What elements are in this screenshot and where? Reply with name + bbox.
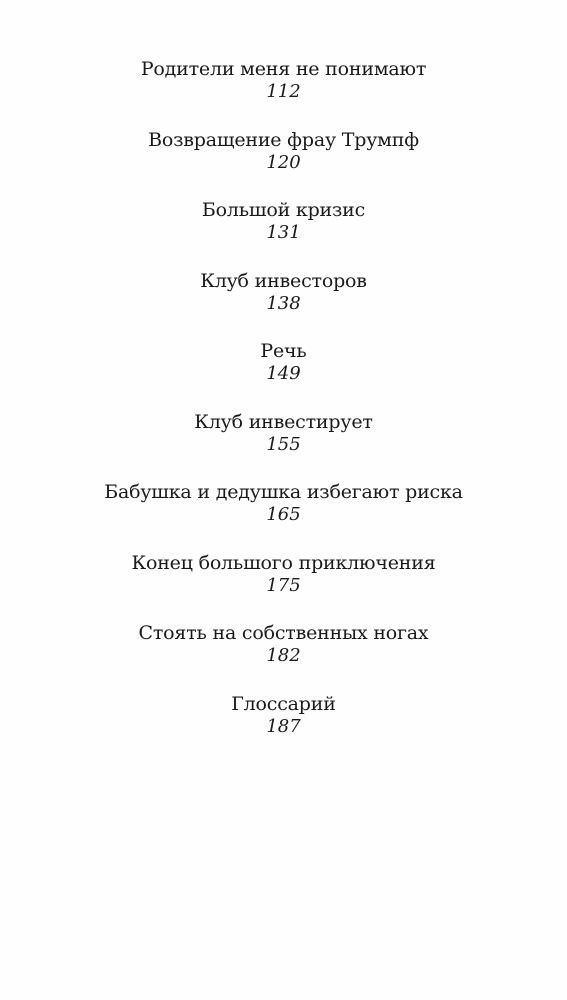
toc-entry-page-number: 175 xyxy=(266,574,301,596)
toc-entry-page-number: 182 xyxy=(266,645,301,666)
toc-entry-title: Речь xyxy=(260,340,307,362)
toc-entry xyxy=(0,480,567,551)
toc-entry-title: Большой кризис xyxy=(201,199,366,221)
toc-entry-title: Глоссарий xyxy=(231,692,336,715)
toc-entry-title: Клуб инвестирует xyxy=(194,410,373,433)
toc-entry-title: Клуб инвесторов xyxy=(200,269,367,292)
toc-entry-page-number: 131 xyxy=(266,222,301,243)
toc-entry-title: Стоять на собственных ногах xyxy=(138,622,429,644)
toc-entry-title: Возвращение фрау Трумпф xyxy=(148,128,419,151)
toc-entry-page-number: 149 xyxy=(266,363,301,384)
toc-entry-page-number: 120 xyxy=(266,151,301,173)
toc-entry xyxy=(0,692,567,763)
toc-entry xyxy=(0,128,567,199)
toc-entry xyxy=(0,269,567,340)
toc-entry xyxy=(0,621,567,692)
toc-entry xyxy=(0,410,567,481)
toc-entry-title: Конец большого приключения xyxy=(131,551,436,574)
toc-entry-title: Бабушка и дедушка избегают риска xyxy=(104,481,463,503)
table-of-contents xyxy=(0,57,567,762)
toc-entry xyxy=(0,57,567,128)
toc-entry-page-number: 187 xyxy=(266,715,301,737)
toc-entry xyxy=(0,198,567,269)
toc-entry-page-number: 165 xyxy=(266,504,301,525)
toc-entry-title: Родители меня не понимают xyxy=(140,58,427,80)
toc-entry xyxy=(0,551,567,622)
toc-entry-page-number: 112 xyxy=(266,81,301,102)
toc-entry xyxy=(0,339,567,410)
toc-entry-page-number: 138 xyxy=(266,292,301,314)
toc-entry-page-number: 155 xyxy=(266,433,301,455)
